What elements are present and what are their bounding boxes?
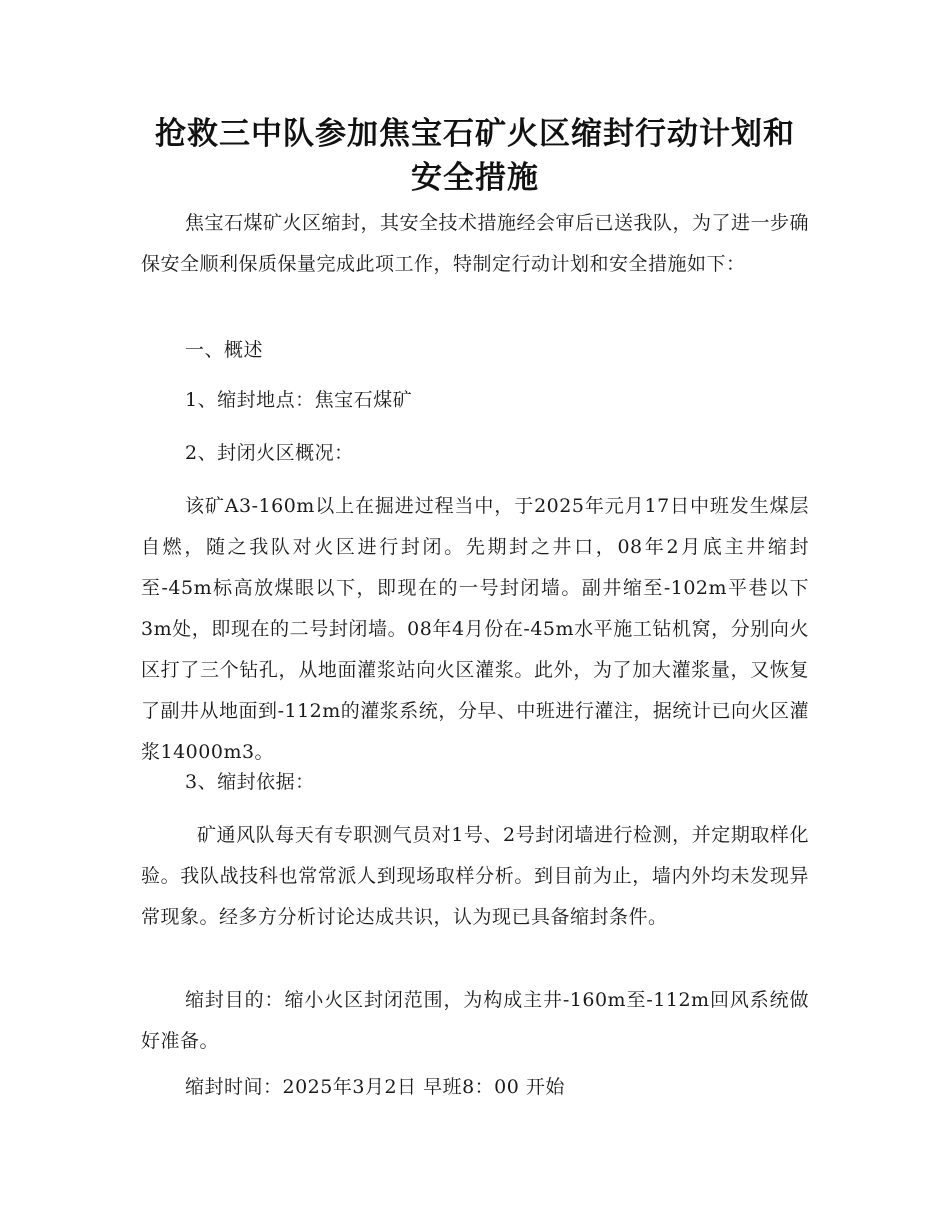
section-heading-overview: 一、概述 (185, 339, 264, 361)
basis-description: 矿通风队每天有专职测气员对1号、2号封闭墙进行检测，并定期取样化验。我队战技科也常常派人到现场取样分析。到目前为止，墙内外均未发现异常现象。经多方分析讨论达成共识，认为现已具备缩封条件。 (141, 824, 809, 928)
item-location: 1、缩封地点：焦宝石煤矿 (185, 389, 413, 411)
item-fire-area-overview: 2、封闭火区概况： (185, 442, 354, 464)
purpose-paragraph: 缩封目的：缩小火区封闭范围，为构成主井-160m至-112m回风系统做好准备。 (141, 989, 809, 1052)
intro-paragraph: 焦宝石煤矿火区缩封，其安全技术措施经会审后已送我队，为了进一步确保安全顺利保质保量完成此项工作，特制定行动计划和安全措施如下： (141, 212, 810, 275)
item-basis: 3、缩封依据： (185, 771, 315, 793)
fire-area-description: 该矿A3-160m以上在掘进过程当中，于2025年元月17日中班发生煤层自燃，随之我队对火区进行封闭。先期封之井口，08年2月底主井缩封至-45m标高放煤眼以下，即现在的一号封闭墙。副井缩至-102m平巷以下3m处，即现在的二号封闭墙。08年4月份在-45m水平施工钻机窝，分别向火区打了三个钻孔，从地面灌浆站向火区灌浆。此外，为了加大灌浆量，又恢复了副井从地面到-112m的灌浆系统，分早、中班进行灌注，据统计已向火区灌浆14000m3。 (141, 495, 809, 763)
document-title: 抢救三中队参加焦宝石矿火区缩封行动计划和安全措施 (155, 116, 795, 196)
time-paragraph: 缩封时间：2025年3月2日 早班8：00 开始 (185, 1076, 565, 1098)
